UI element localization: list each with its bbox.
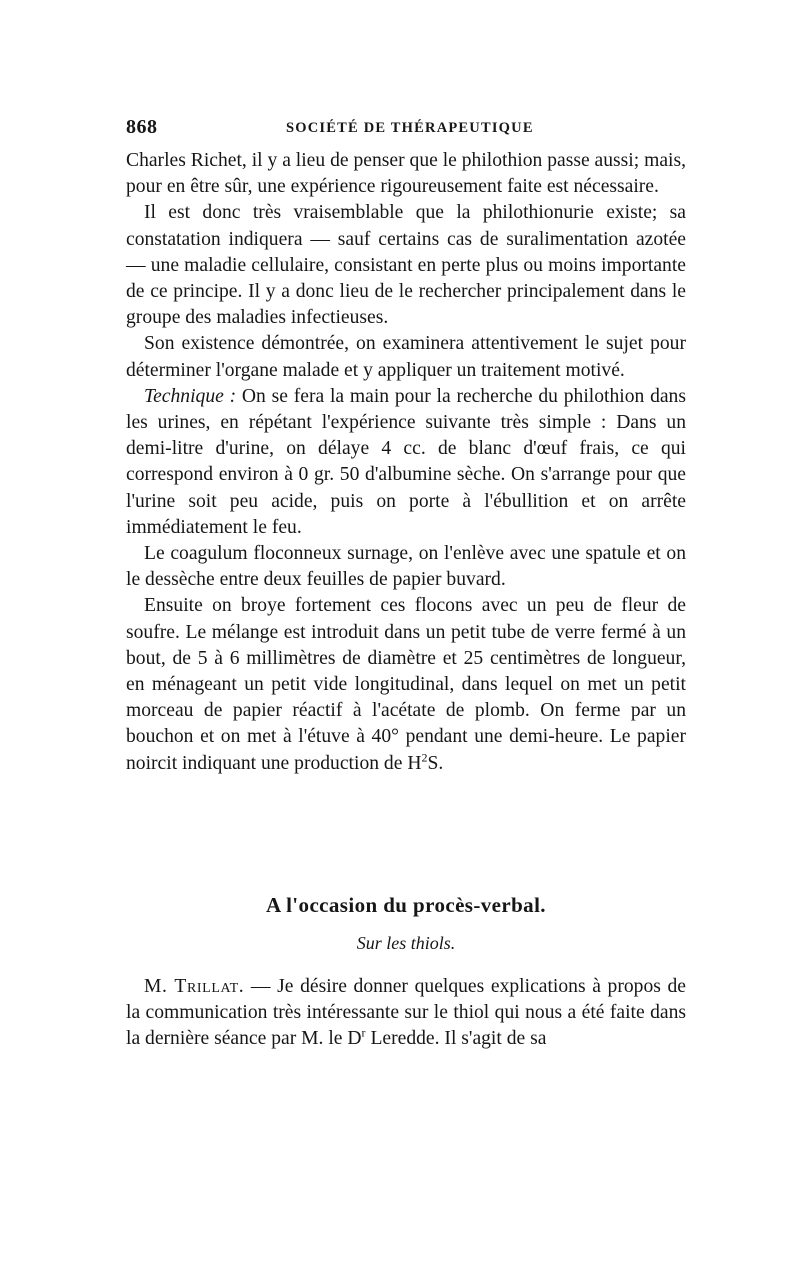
- page-number: 868: [126, 116, 158, 138]
- technique-text: On se fera la main pour la recherche du philothion dans les urines, en répétant l'expérience suivante très simple : Dans un demi-litre d'urine, on délaye 4 cc. de blanc d'œuf frais, ce qui correspond environ à 0 gr. 50 d'albumine sèche. On s'arrange pour que l'urine soit peu acide, puis on porte à l'ébullition et on arrête immédiatement le feu.: [126, 385, 686, 538]
- paragraph-coagulum: Le coagulum floconneux surnage, on l'enlève avec une spatule et on le dessèche entre deux feuilles de papier buvard.: [126, 543, 686, 591]
- paragraph-existence: Son existence démontrée, on examinera attentivement le sujet pour déterminer l'organe malade et y appliquer un traitement motivé.: [126, 333, 686, 381]
- discussion-text: [126, 974, 686, 1053]
- speaker-name: M. Trillat.: [144, 976, 245, 997]
- speech-text: Je désire donner quelques explications à propos de la communication très intéressante sur le thiol qui nous a été faite dans la dernière séance par M. le D: [126, 976, 687, 1050]
- section-heading: A l'occasion du procès-verbal.: [266, 893, 546, 917]
- paragraph-philothionurie: Il est donc très vraisemblable que la philothionurie existe; sa constatation indiquera — sauf certains cas de suralimentation azotée — une maladie cellulaire, consistant en perte plus ou moins importante de ce principe. Il y a donc lieu de le rechercher principalement dans le groupe des maladies infectieuses.: [126, 202, 686, 329]
- running-title: SOCIÉTÉ DE THÉRAPEUTIQUE: [286, 120, 534, 136]
- paragraph-technique: [126, 384, 686, 541]
- speaker-dash: —: [244, 976, 278, 997]
- section-subheading: Sur les thiols.: [356, 933, 456, 953]
- paragraph-trillat: [126, 974, 686, 1053]
- main-text: [126, 148, 686, 777]
- doctor-superscript: r: [361, 1025, 366, 1040]
- procedure-text: Ensuite on broye fortement ces flocons avec un peu de fleur de soufre. Le mélange est introduit dans un petit tube de verre fermé à un bout, de 5 à 6 millimètres de diamètre et 25 centimètres de longueur, en ménageant un petit vide longitudinal, dans lequel on met un petit morceau de papier réactif à l'acétate de plomb. On ferme par un bouchon et on met à l'étuve à 40° pendant une demi-heure. Le papier noircit indiquant une production de H: [126, 595, 686, 774]
- subscript-two: 2: [421, 750, 428, 765]
- speech-text-end: Leredde. Il s'agit de sa: [365, 1028, 547, 1050]
- paragraph-continuation: Charles Richet, il y a lieu de penser que le philothion passe aussi; mais, pour en être sûr, une expérience rigoureusement faite est nécessaire.: [126, 150, 686, 198]
- paragraph-procedure: [126, 593, 686, 776]
- procedure-end: S.: [427, 752, 444, 774]
- page-header: [126, 112, 686, 142]
- technique-label: Technique :: [144, 385, 237, 407]
